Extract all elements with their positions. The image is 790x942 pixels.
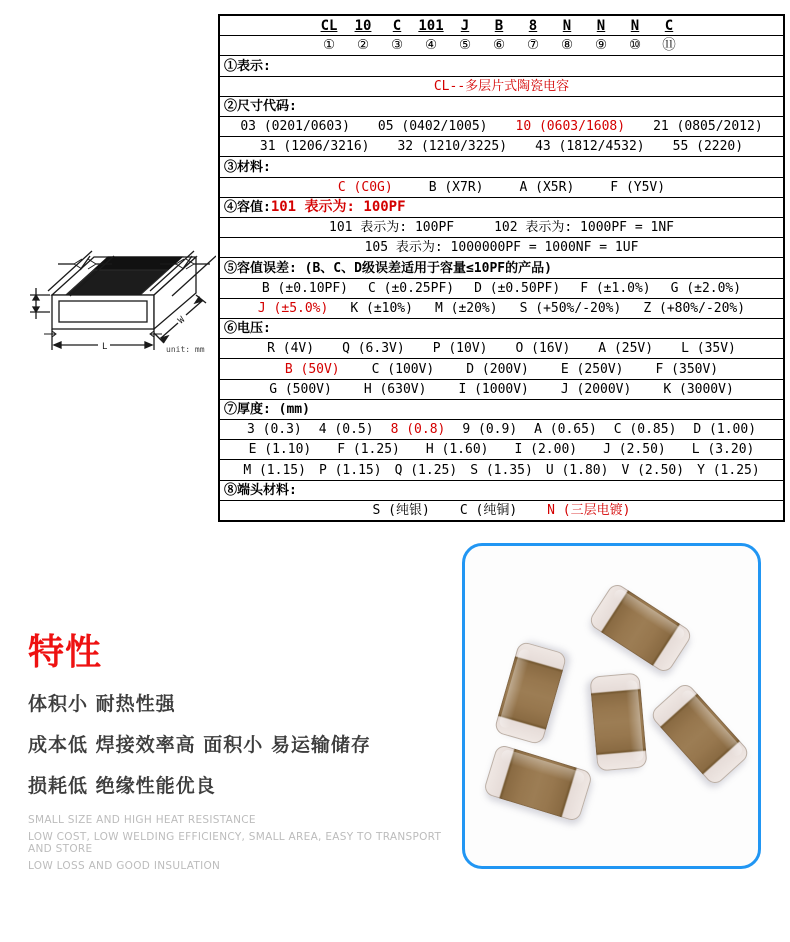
spec-text: 3 (0.3)	[246, 422, 302, 438]
spec-text: ④容值:	[224, 199, 271, 215]
features-english	[28, 814, 458, 872]
spec-text: 43 (1812/4532)	[535, 139, 645, 155]
table-row	[220, 500, 783, 520]
table-row	[220, 480, 783, 500]
part-number-code: CL	[320, 17, 338, 34]
table-row	[220, 419, 783, 439]
part-number-code: C	[392, 17, 402, 34]
spec-text: G (500V)	[269, 381, 332, 397]
spec-text: 105 表示为: 1000000PF = 1000NF = 1UF	[364, 240, 639, 256]
table-row	[220, 439, 783, 459]
spec-text: ②尺寸代码:	[224, 98, 297, 114]
table-row	[220, 136, 783, 156]
capacitor-chip	[589, 673, 647, 772]
highlighted-spec-value: C (C0G)	[337, 179, 393, 195]
spec-text: L (3.20)	[691, 442, 755, 458]
position-number: ④	[424, 37, 438, 54]
part-number-code: C	[664, 17, 674, 34]
spec-text: C (100V)	[371, 361, 435, 377]
table-row	[220, 156, 783, 176]
part-number-code: B	[494, 17, 504, 34]
spec-text: Y (1.25)	[697, 462, 760, 478]
highlighted-spec-value: 10 (0603/1608)	[515, 119, 626, 135]
spec-text: 05 (0402/1005)	[377, 119, 488, 135]
part-number-spec-table	[218, 14, 785, 522]
table-row	[220, 298, 783, 318]
spec-text: F (±1.0%)	[580, 280, 651, 296]
feature-line-en: LOW LOSS AND GOOD INSULATION	[28, 860, 221, 872]
highlighted-spec-value: 101 表示为: 100PF	[270, 199, 406, 216]
diagram-width-label: W	[176, 315, 188, 327]
part-number-code: 10	[354, 17, 372, 34]
spec-text: D (200V)	[466, 361, 529, 377]
position-number: ⑩	[628, 37, 642, 54]
feature-line-zh: 损耗低 绝缘性能优良	[28, 775, 216, 797]
table-row	[220, 358, 783, 378]
spec-text: 101 表示为: 100PF	[329, 220, 455, 236]
capacitor-chip	[587, 581, 694, 675]
capacitor-chip	[649, 681, 752, 787]
table-row	[220, 399, 783, 419]
table-row	[220, 177, 783, 197]
spec-text: P (1.15)	[318, 462, 382, 478]
part-number-code: N	[630, 17, 640, 34]
part-number-code: N	[562, 17, 572, 34]
diagram-unit-label: unit: mm	[166, 345, 205, 354]
spec-text: F (350V)	[655, 361, 719, 377]
capacitor-chip	[483, 744, 594, 823]
spec-text: A (X5R)	[519, 179, 575, 195]
spec-text: K (±10%)	[350, 300, 413, 316]
spec-text: ⑥电压:	[224, 321, 271, 337]
spec-text: ⑤容值误差: (B、C、D级误差适用于容量≤10PF的产品)	[224, 260, 552, 276]
spec-text: P (10V)	[432, 341, 488, 357]
spec-text: Q (6.3V)	[342, 341, 405, 357]
spec-text: 4 (0.5)	[318, 422, 374, 438]
position-number: ②	[356, 37, 370, 54]
table-row	[220, 55, 783, 75]
highlighted-spec-value: CL--多层片式陶瓷电容	[433, 78, 570, 94]
spec-text: M (±20%)	[434, 300, 498, 316]
spec-text: J (2.50)	[603, 442, 666, 458]
spec-text: V (2.50)	[621, 462, 685, 478]
spec-text: F (1.25)	[337, 442, 400, 458]
spec-text: E (250V)	[560, 361, 624, 377]
position-number: ③	[390, 37, 404, 54]
table-row	[220, 35, 783, 55]
spec-text: A (0.65)	[534, 422, 597, 438]
diagram-length-label: L	[102, 342, 108, 352]
spec-text: L (35V)	[681, 341, 736, 357]
table-row	[220, 76, 783, 96]
spec-text: H (630V)	[363, 381, 427, 397]
position-number: ⑧	[560, 37, 574, 54]
spec-text: F (Y5V)	[610, 179, 666, 195]
feature-line-en: SMALL SIZE AND HIGH HEAT RESISTANCE	[28, 814, 256, 826]
spec-text: 21 (0805/2012)	[653, 119, 763, 135]
spec-text: 102 表示为: 1000PF = 1NF	[494, 220, 674, 236]
spec-text: D (1.00)	[693, 422, 757, 438]
spec-text: S (纯银)	[372, 502, 430, 518]
spec-text: C (0.85)	[613, 422, 677, 438]
spec-text: A (25V)	[598, 341, 654, 357]
spec-text: I (2.00)	[514, 442, 578, 458]
highlighted-spec-value: 8 (0.8)	[390, 422, 446, 438]
position-number: ⑪	[662, 37, 676, 54]
spec-text: D (±0.50PF)	[474, 280, 561, 296]
part-number-code: 101	[418, 17, 444, 34]
part-number-code: J	[460, 17, 470, 34]
spec-text: M (1.15)	[243, 462, 306, 478]
feature-line-zh: 成本低 焊接效率高 面积小 易运输储存	[28, 734, 371, 756]
highlighted-spec-value: J (±5.0%)	[257, 300, 329, 316]
table-row	[220, 237, 783, 257]
table-row	[220, 278, 783, 298]
spec-text: C (±0.25PF)	[368, 280, 455, 296]
spec-text: G (±2.0%)	[670, 280, 742, 296]
spec-text: B (±0.10PF)	[261, 280, 348, 296]
table-row	[220, 257, 783, 277]
spec-text: Q (1.25)	[394, 462, 458, 478]
feature-line-zh: 体积小 耐热性强	[28, 693, 176, 715]
spec-text: ①表示:	[224, 58, 271, 74]
feature-line-en: LOW COST, LOW WELDING EFFICIENCY, SMALL AREA, EASY TO TRANSPORT AND STORE	[28, 831, 442, 855]
capacitor-chip	[493, 640, 567, 745]
table-row	[220, 197, 783, 217]
spec-text: I (1000V)	[458, 381, 529, 397]
product-photo-frame	[462, 543, 761, 869]
position-number: ⑨	[594, 37, 608, 54]
table-row	[220, 96, 783, 116]
spec-text: 03 (0201/0603)	[240, 119, 350, 135]
spec-text: O (16V)	[515, 341, 571, 357]
spec-text: 9 (0.9)	[462, 422, 518, 438]
table-row	[220, 16, 783, 35]
spec-text: R (4V)	[267, 341, 315, 357]
spec-text: J (2000V)	[560, 381, 632, 397]
dimension-diagram	[18, 200, 216, 358]
spec-text: K (3000V)	[663, 381, 734, 397]
highlighted-spec-value: N (三层电镀)	[547, 502, 631, 518]
spec-text: H (1.60)	[425, 442, 489, 458]
spec-text: 31 (1206/3216)	[259, 139, 370, 155]
position-number: ⑤	[458, 37, 472, 54]
highlighted-spec-value: B (50V)	[284, 361, 340, 377]
table-row	[220, 338, 783, 358]
position-number: ①	[322, 37, 336, 54]
spec-text: 55 (2220)	[672, 139, 744, 155]
spec-text: ⑧端头材料:	[224, 482, 297, 498]
position-number: ⑦	[526, 37, 540, 54]
spec-text: 32 (1210/3225)	[397, 139, 508, 155]
features-section	[28, 624, 458, 872]
spec-text: S (+50%/-20%)	[519, 300, 622, 316]
spec-text: ⑦厚度: (mm)	[224, 401, 310, 417]
table-row	[220, 116, 783, 136]
part-number-code: N	[596, 17, 606, 34]
spec-text: E (1.10)	[248, 442, 312, 458]
spec-text: S (1.35)	[470, 462, 533, 478]
features-heading: 特性	[28, 632, 103, 673]
spec-text: U (1.80)	[545, 462, 609, 478]
table-row	[220, 318, 783, 338]
table-row	[220, 217, 783, 237]
table-row	[220, 379, 783, 399]
position-number: ⑥	[492, 37, 506, 54]
spec-text: C (纯铜)	[459, 502, 518, 518]
spec-text: Z (+80%/-20%)	[643, 300, 746, 316]
spec-text: ③材料:	[224, 159, 271, 175]
spec-text: B (X7R)	[428, 179, 484, 195]
table-row	[220, 459, 783, 479]
part-number-code: 8	[528, 17, 538, 34]
